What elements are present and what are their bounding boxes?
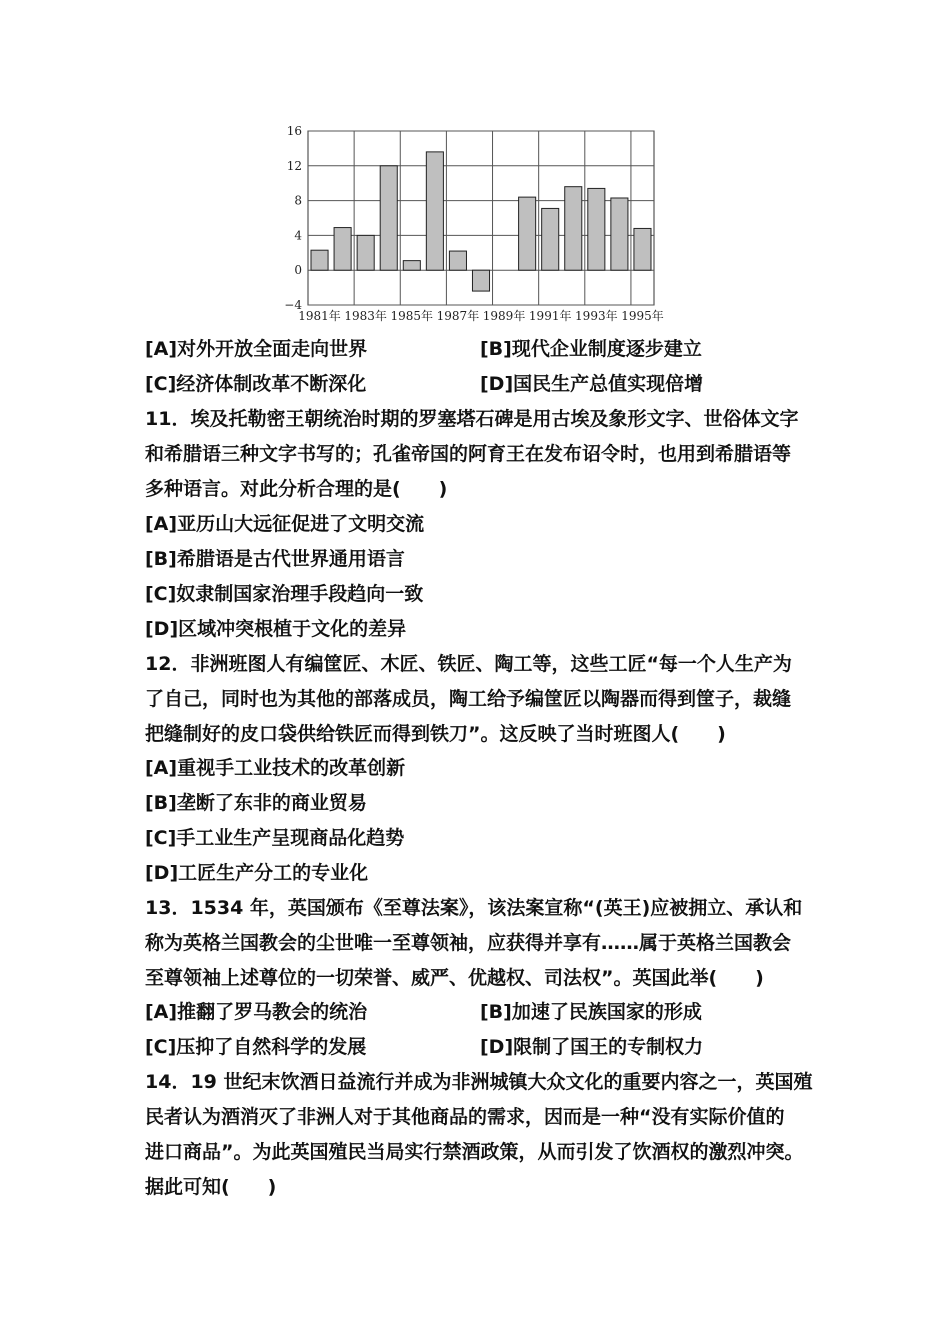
- bar-1995年: [634, 228, 651, 270]
- bar-1994年: [611, 198, 628, 270]
- q12-stem-line: 12．非洲班图人有编筐匠、木匠、铁匠、陶工等，这些工匠“每一个人生产为: [145, 653, 792, 675]
- y-tick-label: 0: [294, 263, 302, 278]
- bar-1991年: [542, 208, 559, 270]
- q13-stem-line: 至尊领袖上述尊位的一切荣誉、威严、优越权、司法权”。英国此举( ): [145, 967, 764, 989]
- y-tick-label: 12: [286, 158, 302, 173]
- x-tick-label: 1985年: [390, 309, 434, 323]
- q11-option-a: [A]亚历山大远征促进了文明交流: [145, 513, 425, 535]
- bar-1984年: [380, 166, 397, 270]
- bar-1986年: [426, 152, 443, 270]
- bar-1981年: [311, 250, 328, 270]
- bar-1992年: [565, 187, 582, 271]
- q13-stem-line: 13．1534 年，英国颁布《至尊法案》，该法案宣称“(英王)应被拥立、承认和: [145, 897, 803, 919]
- q12-option-d: [D]工匠生产分工的专业化: [145, 862, 369, 884]
- q13-stem-line: 称为英格兰国教会的尘世唯一至尊领袖，应获得并享有……属于英格兰国教会: [145, 932, 792, 954]
- bar-1990年: [519, 197, 536, 270]
- y-tick-label: 4: [294, 228, 302, 243]
- q13-option-a: [A]推翻了罗马教会的统治: [145, 1001, 368, 1023]
- bar-1982年: [334, 228, 351, 271]
- bar-1983年: [357, 235, 374, 270]
- q10-option-b: [B]现代企业制度逐步建立: [480, 338, 702, 360]
- q11-option-b: [B]希腊语是古代世界通用语言: [145, 548, 405, 570]
- x-tick-label: 1991年: [528, 309, 572, 323]
- y-axis-ticks: [284, 124, 302, 312]
- x-tick-label: 1995年: [621, 309, 664, 323]
- q11-stem-line: 和希腊语三种文字书写的；孔雀帝国的阿育王在发布诏令时，也用到希腊语等: [145, 443, 792, 465]
- bar-1985年: [403, 261, 420, 271]
- q13-option-c: [C]压抑了自然科学的发展: [145, 1036, 367, 1058]
- q14-stem-line: 14．19 世纪末饮酒日益流行并成为非洲城镇大众文化的重要内容之一，英国殖: [145, 1071, 813, 1093]
- q11-stem-line: 11．埃及托勒密王朝统治时期的罗塞塔石碑是用古埃及象形文字、世俗体文字: [145, 408, 799, 430]
- x-tick-label: 1981年: [298, 309, 341, 323]
- bar-1993年: [588, 188, 605, 270]
- q10-option-a: [A]对外开放全面走向世界: [145, 338, 368, 360]
- q12-option-a: [A]重视手工业技术的改革创新: [145, 757, 406, 779]
- q12-option-b: [B]垄断了东非的商业贸易: [145, 792, 367, 814]
- q14-stem-line: 民者认为酒消灭了非洲人对于其他商品的需求，因而是一种“没有实际价值的: [145, 1106, 785, 1128]
- q13-option-b: [B]加速了民族国家的形成: [480, 1001, 702, 1023]
- x-tick-label: 1993年: [575, 309, 618, 323]
- q14-stem-line: 进口商品”。为此英国殖民当局实行禁酒政策，从而引发了饮酒权的激烈冲突。: [145, 1141, 804, 1163]
- q11-stem-line: 多种语言。对此分析合理的是( ): [145, 478, 448, 500]
- y-tick-label: −4: [284, 298, 302, 312]
- x-tick-label: 1983年: [344, 309, 387, 323]
- x-axis-ticks: [298, 308, 663, 323]
- q12-stem-line: 把缝制好的皮口袋供给铁匠而得到铁刀”。这反映了当时班图人( ): [145, 723, 726, 745]
- q12-option-c: [C]手工业生产呈现商品化趋势: [145, 827, 405, 849]
- q14-stem-line: 据此可知( ): [145, 1176, 277, 1198]
- x-tick-label: 1987年: [436, 309, 480, 323]
- y-tick-label: 16: [286, 124, 302, 138]
- q11-option-c: [C]奴隶制国家治理手段趋向一致: [145, 583, 424, 605]
- bar-1988年: [472, 270, 489, 291]
- chart-bars: [311, 152, 651, 291]
- q10-option-c: [C]经济体制改革不断深化: [145, 373, 367, 395]
- y-tick-label: 8: [294, 193, 302, 208]
- q13-option-d: [D]限制了国王的专制权力: [480, 1036, 704, 1058]
- q12-stem-line: 了自己，同时也为其他的部落成员，陶工给予编筐匠以陶器而得到筐子，裁缝: [145, 688, 792, 710]
- q10-option-d: [D]国民生产总值实现倍增: [480, 373, 704, 395]
- x-tick-label: 1989年: [482, 309, 526, 323]
- bar-1987年: [449, 251, 466, 270]
- q11-option-d: [D]区域冲突根植于文化的差异: [145, 618, 407, 640]
- bar-chart: [270, 115, 680, 330]
